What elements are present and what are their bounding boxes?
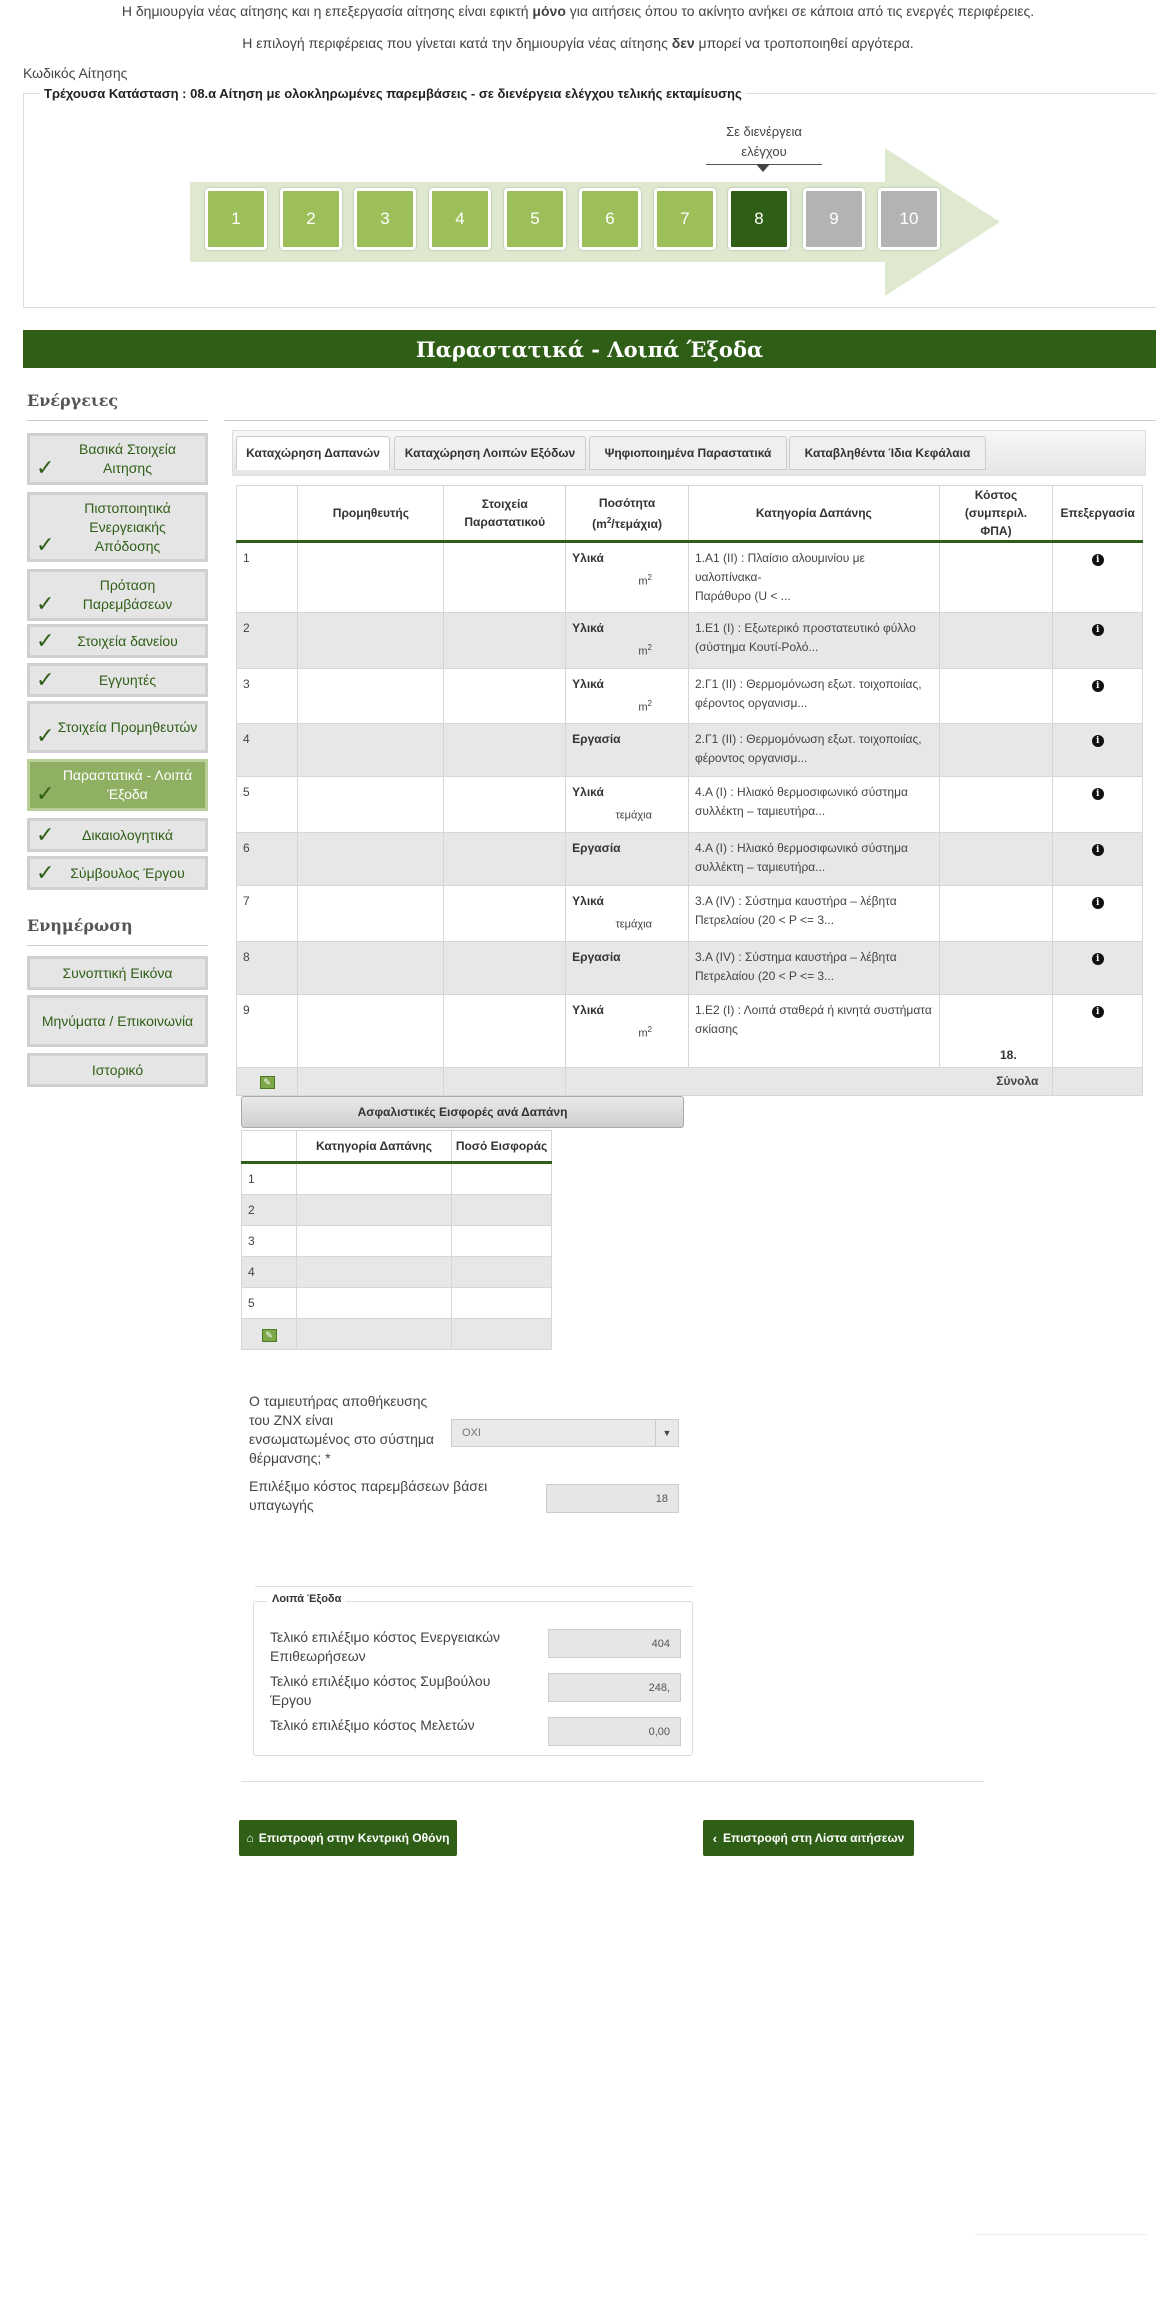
row-category: 1.Ε1 (Ι) : Εξωτερικό προστατευτικό φύλλο (σύστημα Κουτί-Ρολό...	[688, 613, 939, 669]
sidebar-item-label: Στοιχεία Προμηθευτών	[57, 718, 198, 735]
add-row-icon[interactable]: ✎	[260, 1076, 275, 1089]
step-5: 5	[504, 188, 566, 250]
row-num: 1	[242, 1163, 297, 1195]
table-row	[237, 885, 1143, 941]
table-row	[237, 832, 1143, 885]
info-icon[interactable]: i	[1092, 953, 1104, 965]
col-insurance-amount: Ποσό Εισφοράς	[452, 1131, 552, 1163]
insurance-row	[242, 1288, 552, 1319]
table-row	[237, 724, 1143, 777]
checkmark-icon: ✓	[36, 860, 55, 885]
tab-1[interactable]: Καταχώρηση Δαπανών	[236, 436, 390, 470]
row-document	[444, 542, 566, 613]
step-4: 4	[429, 188, 491, 250]
row-num: 5	[242, 1288, 297, 1319]
checkmark-icon: ✓	[36, 822, 55, 847]
sidebar-item-label: Πρόταση Παρεμβάσεων	[82, 577, 173, 612]
checkmark-icon: ✓	[36, 781, 55, 806]
row-category: 3.Α (IV) : Σύστημα καυστήρα – λέβητα Πετρελαίου (20 < P <= 3...	[688, 941, 939, 994]
info-icon[interactable]: i	[1092, 897, 1104, 909]
totals-value	[1053, 1067, 1143, 1095]
sidebar-item-1[interactable]	[27, 433, 208, 485]
add-insurance-button[interactable]	[242, 1319, 297, 1350]
current-step-note: Σε διενέργεια ελέγχου	[706, 122, 822, 165]
eligible-cost-label: Επιλέξιμο κόστος παρεμβάσεων βάσει υπαγωγής	[249, 1478, 488, 1513]
row-supplier	[298, 941, 444, 994]
row-quantity: Εργασία	[566, 724, 689, 777]
row-category: 3.Α (IV) : Σύστημα καυστήρα – λέβητα Πετρελαίου (20 < P <= 3...	[688, 885, 939, 941]
other-expense-label: Τελικό επιλέξιμο κόστος Ενεργειακών Επιθεωρήσεων	[270, 1629, 501, 1664]
other-expense-label: Τελικό επιλέξιμο κόστος Μελετών	[270, 1717, 475, 1733]
sidebar-item-label: Δικαιολογητικά	[82, 826, 173, 843]
row-num: 1	[237, 542, 298, 613]
row-quantity: Υλικά $m^2$	[566, 994, 689, 1067]
row-cost	[939, 542, 1053, 613]
sidebar-item-label: Στοιχεία δανείου	[77, 632, 178, 649]
row-category: 4.Α (Ι) : Ηλιακό θερμοσιφωνικό σύστημα συλλέκτη – ταμιευτήρα...	[688, 777, 939, 833]
row-quantity: Υλικά τεμάχια	[566, 777, 689, 833]
eligible-cost-field: 18	[546, 1484, 679, 1513]
notice-active-regions: Η δημιουργία νέας αίτησης και η επεξεργασία αίτησης είναι εφικτή μόνο για αιτήσεις όπου το ακίνητο ανήκει σε κάποια από τις ενεργές περιφέρειες.	[121, 3, 1035, 19]
home-icon: ⌂	[246, 1831, 254, 1845]
tab-3[interactable]: Ψηφιοποιημένα Παραστατικά	[589, 436, 787, 470]
sidebar-item-2[interactable]	[27, 492, 208, 562]
row-document	[444, 724, 566, 777]
step-10: 10	[878, 188, 940, 250]
insurance-contributions-toggle[interactable]: Ασφαλιστικές Εισφορές ανά Δαπάνη	[241, 1096, 684, 1128]
col-insurance-category: Κατηγορία Δαπάνης	[297, 1131, 452, 1163]
other-expenses-legend: Λοιπά Έξοδα	[267, 1593, 346, 1605]
step-8: 8	[728, 188, 790, 250]
sidebar-item-label: Παραστατικά - Λοιπά Έξοδα	[62, 767, 193, 802]
sidebar-actions-heading: Ενέργειες	[27, 391, 119, 410]
sidebar-item-9[interactable]	[27, 856, 208, 890]
row-document	[444, 994, 566, 1067]
row-quantity: Υλικά τεμάχια	[566, 885, 689, 941]
row-num: 7	[237, 885, 298, 941]
checkmark-icon: ✓	[36, 591, 55, 616]
znx-question-label: Ο ταμιευτήρας αποθήκευσης του ZNX είναι ενσωματωμένος στο σύστημα θέρμανσης; *	[249, 1393, 435, 1466]
col-quantity: Ποσότητα $(m^2/\tau\varepsilon\mu ά\chi\iota\alpha)$	[566, 486, 689, 542]
checkmark-icon: ✓	[36, 723, 55, 748]
step-note-pointer-icon	[756, 164, 770, 172]
info-icon[interactable]: i	[1092, 680, 1104, 692]
tab-4[interactable]: Καταβληθέντα Ίδια Κεφάλαια	[789, 436, 986, 470]
tab-2[interactable]: Καταχώρηση Λοιπών Εξόδων	[394, 436, 586, 470]
section-divider	[241, 1781, 984, 1782]
info-icon[interactable]: i	[1092, 788, 1104, 800]
col-edit: Επεξεργασία	[1053, 486, 1143, 542]
step-7: 7	[654, 188, 716, 250]
row-category: 2.Γ1 (ΙΙ) : Θερμομόνωση εξωτ. τοιχοποιίας, φέροντος οργανισμ...	[688, 668, 939, 724]
row-num: 4	[242, 1257, 297, 1288]
totals-label: Σύνολα	[996, 1073, 1039, 1088]
insurance-row	[242, 1163, 552, 1195]
row-supplier	[298, 777, 444, 833]
row-cost	[939, 885, 1053, 941]
table-row	[237, 777, 1143, 833]
step-3: 3	[354, 188, 416, 250]
row-document	[444, 777, 566, 833]
add-row-icon[interactable]: ✎	[262, 1329, 277, 1342]
row-edit[interactable]	[1053, 941, 1143, 994]
row-edit[interactable]	[1053, 668, 1143, 724]
insurance-row	[242, 1195, 552, 1226]
checkmark-icon: ✓	[36, 628, 55, 653]
row-category: 1.Ε2 (Ι) : Λοιπά σταθερά ή κινητά συστήματα σκίασης	[688, 994, 939, 1067]
back-home-button[interactable]: ⌂ Επιστροφή στην Κεντρική Οθόνη	[239, 1820, 457, 1856]
other-expense-value: 248,	[548, 1673, 681, 1702]
chevron-down-icon[interactable]: ▼	[655, 1420, 678, 1446]
totals-amount: 18.	[1000, 1048, 1017, 1062]
row-edit[interactable]	[1053, 542, 1143, 613]
row-document	[444, 941, 566, 994]
row-num: 9	[237, 994, 298, 1067]
step-6: 6	[579, 188, 641, 250]
row-num: 3	[237, 668, 298, 724]
row-document	[444, 613, 566, 669]
row-cost	[939, 994, 1053, 1067]
info-icon[interactable]: i	[1092, 554, 1104, 566]
row-quantity: Εργασία	[566, 941, 689, 994]
col-num	[237, 486, 298, 542]
table-row	[237, 613, 1143, 669]
row-supplier	[298, 994, 444, 1067]
table-row	[237, 542, 1143, 613]
insurance-row	[242, 1257, 552, 1288]
col-supplier: Προμηθευτής	[298, 486, 444, 542]
row-document	[444, 668, 566, 724]
row-num: 5	[237, 777, 298, 833]
row-supplier	[298, 832, 444, 885]
row-edit[interactable]	[1053, 613, 1143, 669]
other-expense-value: 0,00	[548, 1717, 681, 1746]
row-cost	[939, 941, 1053, 994]
row-supplier	[298, 613, 444, 669]
add-expense-button[interactable]	[237, 1067, 298, 1095]
row-edit[interactable]	[1053, 724, 1143, 777]
step-9: 9	[803, 188, 865, 250]
step-2: 2	[280, 188, 342, 250]
table-row	[237, 668, 1143, 724]
row-edit[interactable]	[1053, 994, 1143, 1067]
insurance-table	[241, 1130, 552, 1350]
sidebar-item-5[interactable]	[27, 663, 208, 697]
sidebar-item-label: Βασικά Στοιχεία Αιτησης	[78, 441, 176, 476]
row-quantity: Εργασία	[566, 832, 689, 885]
sidebar-item-4[interactable]	[27, 624, 208, 658]
info-icon[interactable]: i	[1092, 844, 1104, 856]
insurance-row	[242, 1226, 552, 1257]
row-quantity: Υλικά $m^2$	[566, 613, 689, 669]
row-category: 1.Α1 (ΙΙ) : Πλαίσιο αλουμινίου με υαλοπίνακα- Παράθυρο (U < ...	[688, 542, 939, 613]
sidebar-divider	[27, 945, 208, 946]
row-cost	[939, 777, 1053, 833]
row-quantity: Υλικά $m^2$	[566, 668, 689, 724]
row-supplier	[298, 542, 444, 613]
sidebar-info-heading: Ενημέρωση	[27, 916, 133, 935]
sidebar-item-label: Πιστοποιητικά Ενεργειακής Απόδοσης	[84, 499, 171, 554]
sidebar-item-6[interactable]	[27, 701, 208, 753]
info-icon[interactable]: i	[1092, 1006, 1104, 1018]
expenses-table	[236, 485, 1143, 1096]
sidebar-info-item-2[interactable]: Μηνύματα / Επικοινωνία	[27, 995, 208, 1047]
sidebar-info-item-1[interactable]: Συνοπτική Εικόνα	[27, 956, 208, 990]
current-status: Τρέχουσα Κατάσταση : 08.α Αίτηση με ολοκληρωμένες παρεμβάσεις - σε διενέργεια ελέγχου τελικής εκταμίευσης	[40, 86, 746, 101]
row-edit[interactable]	[1053, 885, 1143, 941]
row-category: 2.Γ1 (ΙΙ) : Θερμομόνωση εξωτ. τοιχοποιίας, φέροντος οργανισμ...	[688, 724, 939, 777]
row-num: 3	[242, 1226, 297, 1257]
sidebar-item-label: Εγγυητές	[98, 671, 157, 688]
checkmark-icon: ✓	[36, 455, 55, 480]
sidebar-info-item-3[interactable]: Ιστορικό	[27, 1053, 208, 1087]
main-divider	[224, 420, 1156, 421]
back-to-list-button[interactable]: ‹ Επιστροφή στη Λίστα αιτήσεων	[703, 1820, 914, 1856]
application-code-label: Κωδικός Αίτησης	[23, 65, 128, 81]
sidebar-item-8[interactable]	[27, 818, 208, 852]
table-row	[237, 941, 1143, 994]
section-divider	[255, 1586, 693, 1587]
checkmark-icon: ✓	[36, 532, 55, 557]
sidebar-item-3[interactable]	[27, 569, 208, 621]
col-cost: Κόστος (συμπεριλ. ΦΠΑ)	[939, 486, 1053, 542]
notice-region-lock: Η επιλογή περιφέρειας που γίνεται κατά την δημιουργία νέας αίτησης δεν μπορεί να τροποποιηθεί αργότερα.	[242, 35, 914, 51]
row-cost	[939, 832, 1053, 885]
info-icon[interactable]: i	[1092, 624, 1104, 636]
row-supplier	[298, 724, 444, 777]
row-supplier	[298, 668, 444, 724]
row-document	[444, 885, 566, 941]
footer-divider	[975, 2234, 1147, 2235]
other-expense-label: Τελικό επιλέξιμο κόστος Συμβούλου Έργου	[270, 1673, 491, 1708]
row-edit[interactable]	[1053, 832, 1143, 885]
row-num: 8	[237, 941, 298, 994]
row-cost	[939, 668, 1053, 724]
info-icon[interactable]: i	[1092, 735, 1104, 747]
row-edit[interactable]	[1053, 777, 1143, 833]
row-supplier	[298, 885, 444, 941]
sidebar-item-label: Σύμβουλος Έργου	[70, 864, 185, 881]
col-category: Κατηγορία Δαπάνης	[688, 486, 939, 542]
checkmark-icon: ✓	[36, 667, 55, 692]
znx-select[interactable]: ΟΧΙ ▼	[451, 1419, 679, 1447]
page-title: Παραστατικά - Λοιπά Έξοδα	[23, 330, 1156, 368]
other-expense-value: 404	[548, 1629, 681, 1658]
row-cost	[939, 613, 1053, 669]
row-quantity: Υλικά $m^2$	[566, 542, 689, 613]
col-document: Στοιχεία Παραστατικού	[444, 486, 566, 542]
row-cost	[939, 724, 1053, 777]
sidebar-item-7[interactable]	[27, 759, 208, 811]
row-num: 4	[237, 724, 298, 777]
row-num: 2	[237, 613, 298, 669]
row-category: 4.Α (Ι) : Ηλιακό θερμοσιφωνικό σύστημα συλλέκτη – ταμιευτήρα...	[688, 832, 939, 885]
row-num: 2	[242, 1195, 297, 1226]
row-document	[444, 832, 566, 885]
chevron-left-icon: ‹	[712, 1830, 718, 1846]
step-1: 1	[205, 188, 267, 250]
sidebar-divider	[27, 420, 208, 421]
row-num: 6	[237, 832, 298, 885]
